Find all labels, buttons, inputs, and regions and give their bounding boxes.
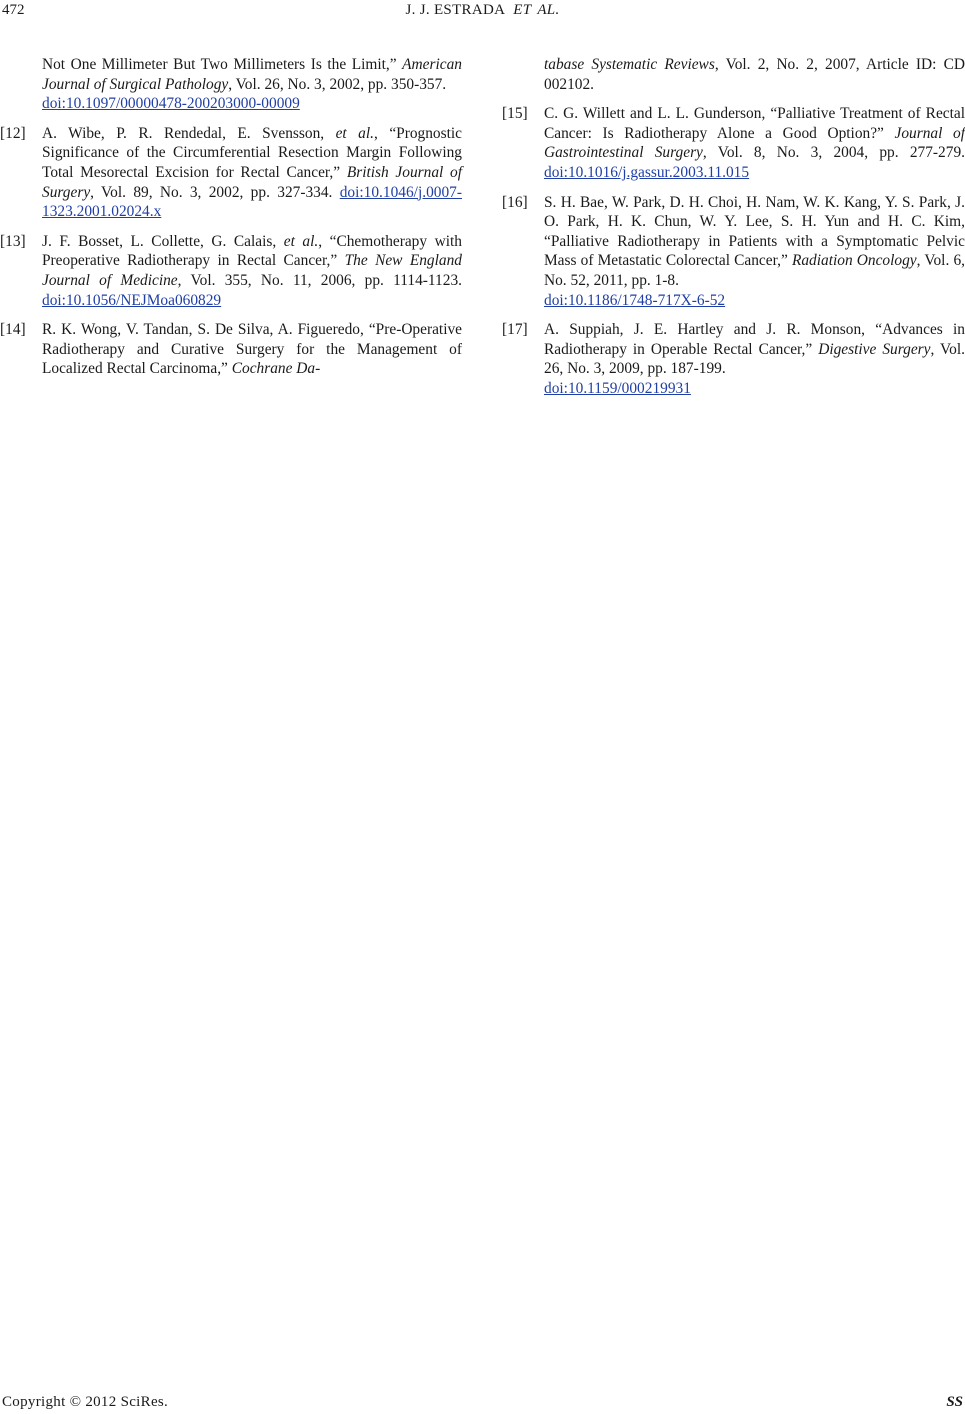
- ref-journal: Cochrane Da-: [231, 360, 321, 378]
- ref-authors: R. K. Wong, V. Tandan, S. De Silva, A. Figueredo,: [42, 321, 369, 339]
- page-footer: [0, 1394, 965, 1414]
- ref-journal: American Journal of Surgical Pathology: [42, 56, 462, 93]
- ref-authors: S. H. Bae, W. Park, D. H. Choi, H. Nam, W. K. Kang, Y. S. Park, J. O. Park, H. K. Chun, W. Y. Lee, S. H. Yun and H. C. Kim,: [544, 193, 965, 231]
- ref-authors: J. F. Bosset, L. Collette, G. Calais,: [42, 232, 284, 250]
- ref-title: , “Prognostic Significance of the Circumferential Resection Margin Following Total Mesorectal Excision for Rectal Cancer,”: [42, 124, 462, 181]
- ref-number: [12]: [0, 124, 26, 142]
- reference-16: [502, 193, 965, 311]
- running-head: [0, 2, 965, 24]
- ref-details: , Vol. 6, No. 52, 2011, pp. 1-8.: [544, 252, 965, 289]
- page-number: 472: [2, 2, 25, 18]
- ref-details: , Vol. 26, No. 3, 2002, pp. 350-357.: [228, 75, 447, 93]
- reference-14: [0, 320, 462, 379]
- doi-link[interactable]: doi:10.1046/j.0007-1323.2001.02024.x: [42, 183, 462, 221]
- ref-number: [13]: [0, 232, 26, 250]
- reference-14-continuation: [502, 55, 965, 94]
- ref-details: , Vol. 8, No. 3, 2004, pp. 277-279.: [702, 144, 965, 162]
- doi-link[interactable]: doi:10.1159/000219931: [544, 379, 691, 397]
- ref-number: [17]: [502, 321, 528, 339]
- ref-title: , “Chemotherapy with Preoperative Radiotherapy in Rectal Cancer,”: [42, 232, 462, 270]
- reference-15: [502, 104, 965, 182]
- ref-title: “Palliative Treatment of Rectal Cancer: Is Radiotherapy Alone a Good Option?”: [544, 105, 965, 142]
- right-column: [502, 55, 965, 409]
- ref-authors: C. G. Willett and L. L. Gunderson,: [544, 105, 771, 123]
- ref-journal: British Journal of Surgery: [42, 163, 462, 201]
- running-title-et: ET: [513, 2, 532, 18]
- ref-title: “Pre-Operative Radiotherapy and Curative Surgery for the Management of Localized Rectal Carcinoma,”: [42, 321, 462, 378]
- doi-link[interactable]: doi:10.1186/1748-717X-6-52: [544, 291, 726, 309]
- reference-13: [0, 232, 462, 310]
- ref-number: [14]: [0, 321, 26, 339]
- ref-journal: Journal of Gastrointestinal Surgery: [544, 124, 965, 162]
- doi-link[interactable]: doi:10.1016/j.gassur.2003.11.015: [544, 163, 750, 181]
- ref-text: Not One Millimeter But Two Millimeters Is the Limit,”: [42, 56, 397, 73]
- doi-link[interactable]: doi:10.1056/NEJMoa060829: [42, 291, 222, 309]
- ref-number: [16]: [502, 193, 528, 211]
- left-column: [0, 55, 462, 389]
- ref-journal: Radiation Oncology: [791, 252, 917, 270]
- ref-number: [15]: [502, 105, 528, 123]
- ref-authors: A. Suppiah, J. E. Hartley and J. R. Monson,: [544, 321, 876, 339]
- ref-journal: tabase Systematic Reviews: [544, 56, 715, 73]
- running-title-al: AL.: [537, 2, 560, 18]
- ref-details: , Vol. 355, No. 11, 2006, pp. 1114-1123.: [177, 271, 462, 289]
- running-title: [0, 2, 965, 19]
- reference-11-continuation: [0, 55, 462, 114]
- ref-etal: et al.: [335, 124, 374, 142]
- ref-title: “Palliative Radiotherapy in Patients with a Symptomatic Pelvic Mass of Metastatic Colorectal Cancer,”: [544, 232, 965, 270]
- doi-link[interactable]: doi:10.1097/00000478-200203000-00009: [42, 95, 300, 113]
- ref-journal: Digestive Surgery: [818, 340, 931, 358]
- reference-17: [502, 320, 965, 398]
- running-title-author: J. J. ESTRADA: [405, 2, 506, 18]
- reference-12: [0, 124, 462, 222]
- copyright-notice: Copyright © 2012 SciRes.: [2, 1394, 169, 1410]
- ref-etal: et al.: [283, 232, 319, 250]
- ref-authors: A. Wibe, P. R. Rendedal, E. Svensson,: [42, 124, 336, 142]
- ref-details: , Vol. 89, No. 3, 2002, pp. 327-334.: [90, 183, 340, 201]
- journal-abbreviation: SS: [946, 1394, 963, 1410]
- ref-details: , Vol. 2, No. 2, 2007, Article ID: CD 002102.: [544, 56, 965, 93]
- ref-title: “Advances in Radiotherapy in Operable Rectal Cancer,”: [544, 321, 965, 358]
- ref-details: , Vol. 26, No. 3, 2009, pp. 187-199.: [544, 340, 965, 378]
- ref-journal: The New England Journal of Medicine: [42, 252, 462, 289]
